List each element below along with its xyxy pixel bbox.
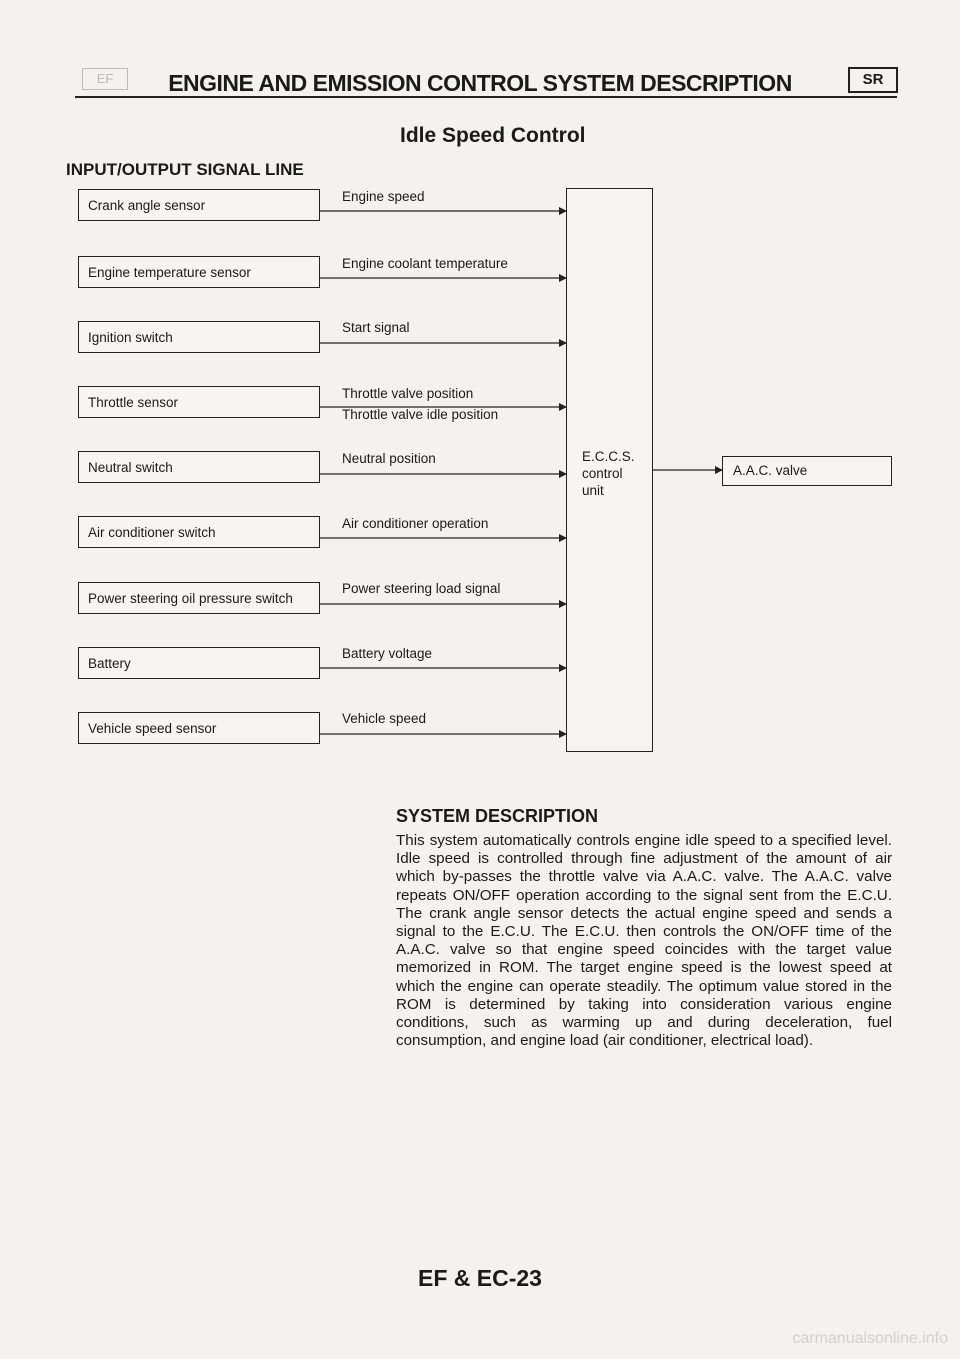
sensor-box-battery: Battery (78, 647, 320, 679)
signal-label-coolant-temperature: Engine coolant temperature (342, 256, 508, 271)
signal-label-vehicle-speed: Vehicle speed (342, 711, 427, 726)
sensor-box-engine-temperature: Engine temperature sensor (78, 256, 320, 288)
ecu-label (582, 448, 635, 499)
sensor-box-power-steering: Power steering oil pressure switch (78, 582, 320, 614)
signal-label-engine-speed: Engine speed (342, 189, 425, 204)
signal-label-aircon-operation: Air conditioner operation (342, 516, 489, 531)
signal-label-throttle-idle-position: Throttle valve idle position (342, 407, 499, 422)
section-title: Idle Speed Control (400, 124, 586, 147)
section-badge-right: SR (848, 67, 898, 93)
diagram-heading: INPUT/OUTPUT SIGNAL LINE (66, 160, 304, 179)
page-number: EF & EC-23 (418, 1265, 542, 1291)
ecu-label-line-3: unit (582, 483, 604, 498)
sensor-box-air-conditioner: Air conditioner switch (78, 516, 320, 548)
signal-label-throttle-position: Throttle valve position (342, 386, 474, 401)
output-box-aac-valve: A.A.C. valve (722, 456, 892, 486)
sensor-box-ignition-switch: Ignition switch (78, 321, 320, 353)
sensor-box-throttle: Throttle sensor (78, 386, 320, 418)
ecu-label-line-2: control (582, 466, 623, 481)
signal-label-neutral-position: Neutral position (342, 451, 436, 466)
signal-label-battery-voltage: Battery voltage (342, 646, 433, 661)
watermark: carmanualsonline.info (792, 1330, 948, 1347)
ecu-label-line-1: E.C.C.S. (582, 449, 635, 464)
sensor-box-neutral-switch: Neutral switch (78, 451, 320, 483)
signal-label-start: Start signal (342, 320, 410, 335)
sensor-box-crank-angle: Crank angle sensor (78, 189, 320, 221)
page-header-title: ENGINE AND EMISSION CONTROL SYSTEM DESCRIPTION (168, 70, 792, 96)
sensor-box-vehicle-speed: Vehicle speed sensor (78, 712, 320, 744)
system-description-title: SYSTEM DESCRIPTION (396, 806, 599, 826)
signal-label-power-steering-load: Power steering load signal (342, 581, 501, 596)
section-badge-left: EF (82, 68, 128, 90)
system-description-text: This system automatically controls engine idle speed to a specified level. Idle speed is controlled through fine adjustment of the amount of air which by-passes the throttle valve via A.A.C. valve. The A.A.C. valve repeats ON/OFF operation according to the signal sent from the E.C.U. The crank angle sensor detects the actual engine speed and sends a signal to the E.C.U. The E.C.U. then controls the ON/OFF time of the A.A.C. valve so that engine speed coincides with the target value memorized in ROM. The target engine speed is the lowest speed at which the engine can operate steadily. The optimum value stored in the ROM is determined by taking into consideration various engine conditions, such as warming up and during deceleration, fuel consumption, and engine load (air conditioner, electrical load). (396, 832, 892, 1050)
